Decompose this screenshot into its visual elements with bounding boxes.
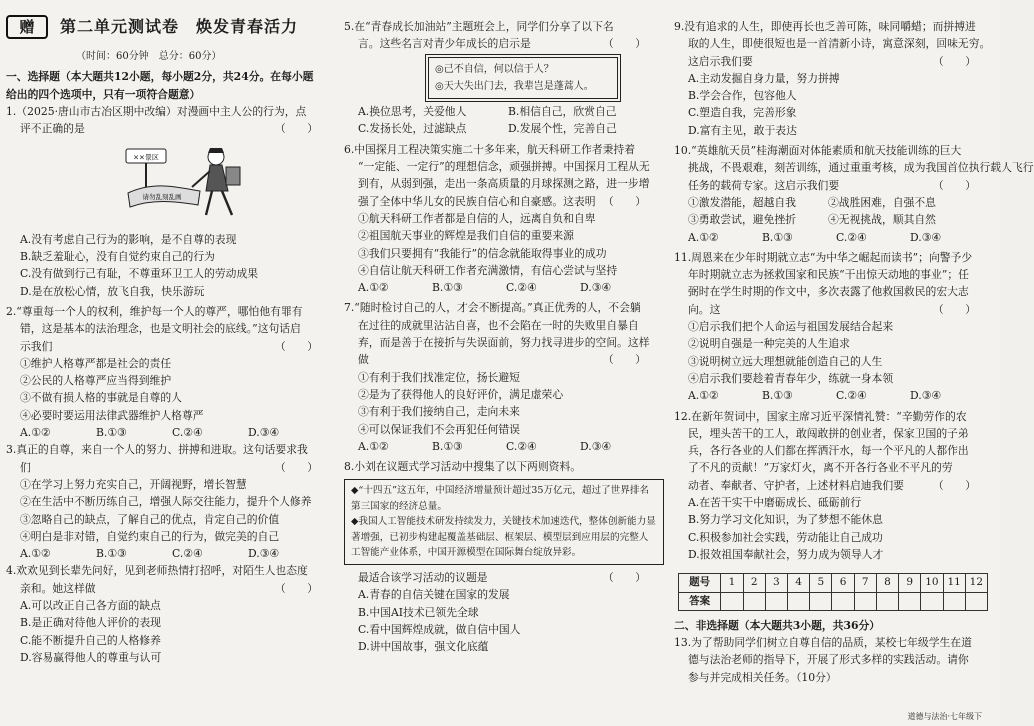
- question-9: [674, 18, 994, 139]
- question-1: [6, 103, 336, 300]
- q7-stem-3: 弃，而是善于在接折与失误面前，努力找寻进步的空间。这样: [358, 336, 650, 350]
- q7-statement-1: ①有利于我们找准定位，扬长避短: [358, 370, 520, 384]
- question-6: [344, 141, 664, 297]
- q9-option-a: A.主动发掘自身力量，努力拼搏: [688, 71, 840, 85]
- q2-options: A.①② B.①③ C.②④ D.③④: [20, 426, 280, 440]
- q1-option-a: A.没有考虑自己行为的影响，是不自尊的表现: [20, 232, 237, 246]
- q11-stem-4: 向。这: [688, 302, 721, 316]
- q9-option-c: C.塑造自我，完善形象: [688, 106, 797, 120]
- backpack: [226, 167, 240, 185]
- q7-stem-1: 7.“随时检讨自己的人，才会不断提高。”真正优秀的人，不会躺: [344, 301, 641, 315]
- q6-stem-3: 到有，从弱到强，走出一条高质量的月球探测之路，进一步增: [358, 177, 650, 191]
- q11-answer-paren: （ ）: [932, 302, 976, 316]
- q8-material-box: [344, 479, 664, 565]
- q11-stem-2: 年时期就立志为拯救国家和民族“干出惊天动地的事业”；任: [688, 268, 969, 282]
- q7-answer-paren: （ ）: [602, 353, 646, 367]
- answer-number-cell: 1: [721, 574, 743, 592]
- character-leg-left: [206, 191, 212, 215]
- q4-answer-paren: （ ）: [274, 581, 318, 595]
- q5-quote-2: ◎天大失出门去，我辈岂是蓬蒿人。: [435, 80, 594, 92]
- q3-statement-3: ③忽略自己的缺点，了解自己的优点，肯定自己的价值: [20, 512, 280, 526]
- q6-statement-4: ④自信让航天科研工作者充满激情，有信心尝试与坚持: [358, 263, 618, 277]
- page-footer: 道德与法治·七年级下: [907, 712, 982, 721]
- q1-stem-2: 评不正确的是: [20, 122, 85, 136]
- q11-statement-3: ③说明树立远大理想就能创造自己的人生: [688, 354, 883, 368]
- q5-quote-1: ◎己不自信，何以信于人？: [435, 63, 554, 75]
- answer-number-cell: 7: [854, 574, 876, 592]
- q10-stem-2: 挑战，不畏艰难，刻苦训练，通过重重考核，成为我国首位执行载人飞行: [688, 161, 1034, 175]
- column-middle: [344, 0, 664, 655]
- q5-quote-box: [428, 57, 618, 100]
- answer-blank-cell[interactable]: [965, 592, 987, 610]
- q7-statement-2: ②是为了获得他人的良好评价，满足虚荣心: [358, 387, 564, 401]
- q10-options: A.①② B.①③ C.②④ D.③④: [688, 230, 942, 244]
- q11-stem-3: 弼时在学生时期的作文中，多次表露了他救国救民的宏大志: [688, 285, 969, 299]
- q8-material-2: ◆我国人工智能技术研发持续发力，关键技术加速迭代，整体创新能力显著增强，已初步构建起覆盖基础层、框架层、模型层到应用层的完整人工智能产业体系，中国开源模型在国际舞台绽放异彩。: [351, 516, 656, 559]
- q12-stem-3: 兵，各行各业的人们都在挥洒汗水，每一个平凡的人都作出: [688, 444, 969, 458]
- q8-option-a: A.青春的自信关键在国家的发展: [358, 588, 510, 602]
- character-cap: [208, 148, 224, 153]
- q7-statement-3: ③有利于我们接纳自己，走向未来: [358, 405, 520, 419]
- answer-blank-cell[interactable]: [810, 592, 832, 610]
- q2-answer-paren: （ ）: [274, 339, 318, 353]
- q6-statement-1: ①航天科研工作者都是自信的人，远离自负和自卑: [358, 211, 596, 225]
- exam-title: 第二单元测试卷 焕发青春活力: [60, 17, 299, 37]
- question-4: [6, 562, 336, 666]
- answer-number-cell: 5: [810, 574, 832, 592]
- question-5: [344, 18, 664, 138]
- q5-answer-paren: （ ）: [602, 37, 646, 51]
- q5-option-a: A.换位思考，关爱他人: [358, 105, 467, 119]
- section1-title-2: 给出的四个选项中，只有一项符合题意）: [6, 87, 201, 101]
- q11-statement-2: ②说明自强是一种完美的人生追求: [688, 337, 850, 351]
- answer-blank-cell[interactable]: [943, 592, 965, 610]
- q9-answer-paren: （ ）: [932, 54, 976, 68]
- q1-option-d: D.是在放松心情，放飞自我，快乐游玩: [20, 284, 205, 298]
- answer-blank-cell[interactable]: [899, 592, 921, 610]
- q1-option-c: C.没有做到行己有耻，不尊重环卫工人的劳动成果: [20, 267, 259, 281]
- q1-option-b: B.缺乏羞耻心，没有自觉约束自己的行为: [20, 250, 215, 264]
- exam-header: [6, 10, 336, 44]
- comic-illustration: [124, 143, 254, 219]
- q2-stem-2: 错，这是基本的法治理念，也是文明社会的底线。”这句话启: [20, 322, 301, 336]
- q1-answer-paren: （ ）: [274, 122, 318, 136]
- q6-stem-1: 6.中国探月工程决策实施二十多年来，航天科研工作者秉持着: [344, 142, 636, 156]
- q8-answer-paren: （ ）: [602, 570, 646, 584]
- column-right: [674, 0, 1034, 686]
- q6-statement-2: ②祖国航天事业的辉煌是我们自信的重要来源: [358, 229, 574, 243]
- q5-option-c: C.发扬长处，过滤缺点: [358, 122, 467, 136]
- q13-stem-3: 参与并完成相关任务。（10分）: [688, 670, 837, 684]
- q6-stem-2: “一定能、一定行”的理想信念，顽强拼搏。中国探月工程从无: [358, 160, 650, 174]
- q3-statement-2: ②在生活中不断历练自己，增强人际交往能力，提升个人修养: [20, 495, 312, 509]
- q4-option-a: A.可以改正自己各方面的缺点: [20, 599, 161, 613]
- answer-number-cell: 8: [876, 574, 898, 592]
- answer-blank-cell[interactable]: [721, 592, 743, 610]
- q13-stem-2: 德与法治老师的指导下，开展了形式多样的实践活动。请你: [688, 653, 969, 667]
- q6-options: A.①② B.①③ C.②④ D.③④: [358, 281, 612, 295]
- question-7: [344, 299, 664, 455]
- character-leg-right: [222, 191, 232, 215]
- question-13: [674, 634, 994, 686]
- question-8: [344, 458, 664, 655]
- q12-stem-4: 了不凡的贡献！”万家灯火，离不开各行各业不平凡的劳: [688, 461, 953, 475]
- question-2: [6, 303, 336, 441]
- gift-logo: 赠: [6, 15, 48, 39]
- answer-blank-cell[interactable]: [765, 592, 787, 610]
- q7-statement-4: ④可以保证我们不会再犯任何错误: [358, 422, 520, 436]
- q4-stem-2: 亲和。她这样做: [20, 581, 96, 595]
- answer-table: [678, 573, 988, 611]
- q7-options: A.①② B.①③ C.②④ D.③④: [358, 439, 612, 453]
- answer-table-answer-row: [679, 592, 988, 610]
- q8-stem-1: 8.小刘在议题式学习活动中搜集了以下两则资料。: [344, 460, 582, 474]
- q11-statement-4: ④启示我们要趁着青春年少，练就一身本领: [688, 371, 894, 385]
- q8-option-d: D.讲中国故事，强文化底蕴: [358, 640, 489, 654]
- q3-statement-1: ①在学习上努力充实自己，开阔视野，增长智慧: [20, 477, 247, 491]
- q3-stem-1: 3.真正的自尊，来自一个人的努力、拼搏和进取。这句话要求我: [6, 443, 308, 457]
- q9-stem-2: 取的人生，即使很短也是一首清新小诗，寓意深刻，回味无穷。: [688, 37, 991, 51]
- q2-statement-1: ①维护人格尊严都是社会的责任: [20, 356, 172, 370]
- q3-statement-4: ④明白是非对错，自觉约束自己的行为，做完美的自己: [20, 529, 280, 543]
- column-left: [6, 0, 336, 666]
- rock-text: 请勿乱刻乱画: [142, 193, 182, 202]
- q10-statement-2: ②战胜困难，自强不息: [828, 195, 936, 209]
- q2-statement-2: ②公民的人格尊严应当得到维护: [20, 374, 172, 388]
- q5-option-d: D.发展个性，完善自己: [508, 122, 617, 136]
- answer-number-cell: 3: [765, 574, 787, 592]
- q9-option-b: B.学会合作，包容他人: [688, 89, 797, 103]
- question-10: [674, 142, 1034, 246]
- q10-answer-paren: （ ）: [932, 178, 976, 192]
- answer-blank-cell[interactable]: [787, 592, 809, 610]
- q13-stem-1: 13.为了帮助同学们树立自尊自信的品质，某校七年级学生在道: [674, 636, 972, 650]
- answer-table-label-answer: 答案: [679, 592, 721, 610]
- q6-statement-3: ③我们只要拥有“我能行”的信念就能取得事业的成功: [358, 246, 607, 260]
- q10-statement-1: ①激发潜能，超越自我: [688, 195, 796, 209]
- answer-number-cell: 6: [832, 574, 854, 592]
- answer-table-label-number: 题号: [679, 574, 721, 592]
- q11-statement-1: ①启示我们把个人命运与祖国发展结合起来: [688, 320, 894, 334]
- q8-option-c: C.看中国辉煌成就，做自信中国人: [358, 622, 521, 636]
- answer-number-cell: 10: [921, 574, 943, 592]
- answer-number-cell: 11: [943, 574, 965, 592]
- q2-statement-4: ④必要时要运用法律武器维护人格尊严: [20, 408, 204, 422]
- exam-time: （时间：60分钟 总分：60分）: [76, 51, 222, 62]
- q3-options: A.①② B.①③ C.②④ D.③④: [20, 547, 280, 561]
- q4-option-b: B.是正确对待他人评价的表现: [20, 616, 161, 630]
- q12-option-b: B.努力学习文化知识，为了梦想不能休息: [688, 513, 883, 527]
- q9-option-d: D.富有主见，敢于表达: [688, 123, 797, 137]
- q8-option-b: B.中国AI技术已领先全球: [358, 605, 479, 619]
- answer-number-cell: 2: [743, 574, 765, 592]
- q5-stem-2: 言。这些名言对青少年成长的启示是: [358, 37, 531, 51]
- q11-stem-1: 11.周恩来在少年时期就立志“为中华之崛起而读书”；向警予少: [674, 250, 973, 264]
- answer-blank-cell[interactable]: [743, 592, 765, 610]
- q5-stem-1: 5.在“青春成长加油站”主题班会上，同学们分享了以下名: [344, 20, 614, 33]
- q12-option-d: D.报效祖国奉献社会，努力成为领导人才: [688, 547, 884, 561]
- q8-stem-2: 最适合该学习活动的议题是: [358, 570, 488, 584]
- q12-answer-paren: （ ）: [932, 478, 976, 492]
- q12-stem-1: 12.在新年贺词中，国家主席习近平深情礼赞：“辛勤劳作的农: [674, 409, 967, 423]
- q9-stem-3: 这启示我们要: [688, 54, 753, 68]
- q12-stem-2: 民，埋头苦干的工人，敢闯敢拼的创业者，保家卫国的子弟: [688, 426, 969, 440]
- section2-title: 二、非选择题（本大题共3小题，共36分）: [674, 618, 881, 632]
- q9-stem-1: 9.没有追求的人生，即使再长也乏善可陈，味同嚼蜡；而拼搏进: [674, 20, 976, 33]
- question-11: [674, 249, 994, 405]
- q10-statement-3: ③勇敢尝试，避免挫折: [688, 213, 796, 227]
- q6-stem-4: 强了全体中华儿女的民族自信心和自豪感。这表明: [358, 194, 596, 208]
- answer-blank-cell[interactable]: [832, 592, 854, 610]
- answer-blank-cell[interactable]: [876, 592, 898, 610]
- q10-statement-4: ④无视挑战，顺其自然: [828, 213, 936, 227]
- q2-stem-1: 2.“尊重每一个人的权利，维护每一个人的尊严，哪怕他有罪有: [6, 304, 303, 318]
- q4-option-c: C.能不断提升自己的人格修养: [20, 633, 161, 647]
- answer-table-number-row: [679, 574, 988, 592]
- q6-answer-paren: （ ）: [602, 194, 646, 208]
- q4-stem-1: 4.欢欢见到长辈先问好，见到老师热情打招呼，对陌生人也态度: [6, 564, 308, 578]
- q12-option-a: A.在苦干实干中磨砺成长、砥砺前行: [688, 496, 862, 510]
- q7-stem-2: 在过往的成就里沾沾自喜，也不会陷在一时的失败里自暴自: [358, 318, 639, 332]
- answer-number-cell: 9: [899, 574, 921, 592]
- q12-stem-5: 动者、奉献者、守护者，上述材料启迪我们要: [688, 478, 904, 492]
- q3-answer-paren: （ ）: [274, 460, 318, 474]
- q12-option-c: C.积极参加社会实践，劳动能让自己成功: [688, 530, 883, 544]
- answer-number-cell: 12: [965, 574, 987, 592]
- q5-option-b: B.相信自己，欣赏自己: [508, 105, 617, 119]
- answer-blank-cell[interactable]: [854, 592, 876, 610]
- q2-stem-3: 示我们: [20, 339, 53, 353]
- question-12: [674, 408, 994, 564]
- q8-material-1: ◆“十四五”这五年，中国经济增量预计超过35万亿元，超过了世界排名第三国家的经济总量。: [351, 485, 650, 512]
- q11-options: A.①② B.①③ C.②④ D.③④: [688, 389, 942, 403]
- question-3: [6, 441, 336, 562]
- answer-blank-cell[interactable]: [921, 592, 943, 610]
- q2-statement-3: ③不做有损人格的事就是自尊的人: [20, 391, 182, 405]
- q7-stem-4: 做: [358, 353, 369, 367]
- q1-stem-1: 1.（2025·唐山市古冶区期中改编）对漫画中主人公的行为，点: [6, 104, 307, 118]
- section1-title: 一、选择题（本大题共12小题，每小题2分，共24分。在每小题: [6, 70, 314, 84]
- q10-stem-3: 任务的载荷专家。这启示我们要: [688, 178, 840, 192]
- sign-text: ××景区: [133, 153, 159, 162]
- q4-option-d: D.容易赢得他人的尊重与认可: [20, 650, 162, 664]
- answer-number-cell: 4: [787, 574, 809, 592]
- q3-stem-2: 们: [20, 460, 31, 474]
- character-body: [206, 165, 228, 191]
- q10-stem-1: 10.“英雄航天员”桂海潮面对体能素质和航天技能训练的巨大: [674, 144, 962, 158]
